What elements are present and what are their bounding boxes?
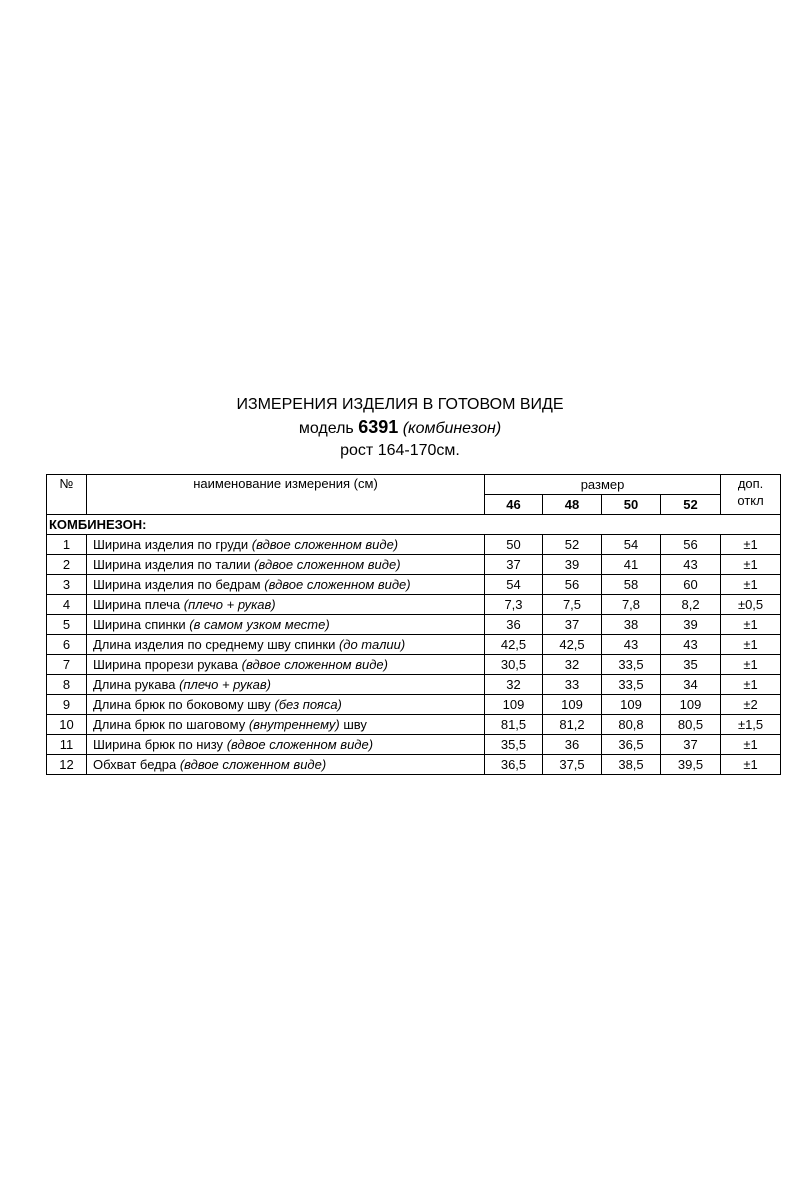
model-line [0,416,800,440]
tolerance-value: ±1 [743,616,758,632]
measurement-name-cell [87,635,485,655]
row-number: 11 [47,735,87,755]
model-number: 6391 [358,417,399,437]
model-type: (комбинезон) [402,420,502,437]
row-number: 10 [47,715,87,735]
size-value-46: 32 [485,675,543,695]
size-value-46: 81,5 [485,715,543,735]
size-value-52: 34 [661,675,721,695]
size-value-50: 38 [602,615,661,635]
row-number: 8 [47,675,87,695]
measurement-name: Длина изделия по среднему шву спинки [93,636,336,652]
measurement-note: (вдвое сложенном виде) [251,536,399,552]
document-header [0,394,800,462]
size-value-50: 36,5 [602,735,661,755]
tolerance-value: ±1 [743,636,758,652]
measurement-note: (вдвое сложенном виде) [254,556,401,572]
size-value-52: 39,5 [661,755,721,775]
size-value-46: 35,5 [485,735,543,755]
tolerance-value: ±1 [743,536,758,552]
tolerance-value: ±1,5 [737,716,764,732]
section-title: КОМБИНЕЗОН: [47,515,781,535]
column-header-number: № [47,475,87,515]
size-value-46: 37 [485,555,543,575]
size-value-48: 37 [543,615,602,635]
tolerance-cell [721,595,781,615]
tolerance-cell [721,735,781,755]
row-number: 12 [47,755,87,775]
column-header-tolerance: доп. откл [721,475,781,515]
size-value-50: 33,5 [602,675,661,695]
row-number: 2 [47,555,87,575]
row-number: 4 [47,595,87,615]
document-title: ИЗМЕРЕНИЯ ИЗДЕЛИЯ В ГОТОВОМ ВИДЕ [236,396,564,413]
table-row [47,735,781,755]
table-row [47,715,781,735]
tolerance-cell [721,755,781,775]
tolerance-value: ±1 [743,556,758,572]
size-value-52: 80,5 [661,715,721,735]
tolerance-cell [721,655,781,675]
measurement-name: Длина брюк по боковому шву [93,696,271,712]
size-header-50: 50 [602,495,661,515]
table-row [47,555,781,575]
row-number: 9 [47,695,87,715]
measurement-name: Ширина спинки [93,616,186,632]
measurements-table [46,474,781,775]
measurement-name-cell [87,575,485,595]
size-value-52: 60 [661,575,721,595]
size-value-48: 81,2 [543,715,602,735]
size-header-46: 46 [485,495,543,515]
size-value-46: 7,3 [485,595,543,615]
size-value-50: 33,5 [602,655,661,675]
size-value-52: 8,2 [661,595,721,615]
tolerance-value: ±1 [743,756,758,772]
tolerance-cell [721,535,781,555]
size-value-48: 56 [543,575,602,595]
size-value-52: 37 [661,735,721,755]
row-number: 5 [47,615,87,635]
table-row [47,655,781,675]
measurement-note: (вдвое сложенном виде) [241,656,388,672]
row-number: 7 [47,655,87,675]
measurement-name: Ширина изделия по талии [93,556,251,572]
size-value-48: 109 [543,695,602,715]
size-value-48: 52 [543,535,602,555]
table-row [47,635,781,655]
measurement-note: (вдвое сложенном виде) [226,736,374,752]
tolerance-value: ±1 [743,676,758,692]
size-value-52: 43 [661,555,721,575]
size-value-50: 7,8 [602,595,661,615]
size-header-48: 48 [543,495,602,515]
measurement-note: (без пояса) [274,696,342,712]
tolerance-cell [721,615,781,635]
measurement-note: (до талии) [338,636,406,652]
measurement-note: (вдвое сложенном виде) [179,756,327,772]
measurement-name: Ширина изделия по груди [93,536,249,552]
size-value-52: 39 [661,615,721,635]
measurement-name: Длина брюк по шаговому [93,716,246,732]
measurement-name-cell [87,755,485,775]
table-row [47,535,781,555]
size-value-50: 43 [602,635,661,655]
measurement-name: Ширина прорези рукава [93,656,238,672]
measurement-note: (в самом узком месте) [189,616,330,632]
tolerance-value: ±1 [743,576,758,592]
size-value-48: 36 [543,735,602,755]
size-value-48: 32 [543,655,602,675]
measurement-name-cell [87,615,485,635]
size-value-48: 33 [543,675,602,695]
size-value-46: 109 [485,695,543,715]
size-value-52: 56 [661,535,721,555]
measurement-note: (плечо + рукав) [179,676,271,692]
size-value-46: 42,5 [485,635,543,655]
measurement-name: Ширина плеча [93,596,181,612]
height-range: рост 164-170см. [340,442,460,459]
measurement-name-cell [87,595,485,615]
measurement-name-cell [87,735,485,755]
tolerance-value: ±1 [743,656,758,672]
table-row [47,595,781,615]
header-row [47,475,781,495]
size-value-48: 42,5 [543,635,602,655]
tolerance-cell [721,675,781,695]
table-row [47,615,781,635]
size-value-50: 38,5 [602,755,661,775]
size-value-48: 39 [543,555,602,575]
size-value-50: 41 [602,555,661,575]
size-header-52: 52 [661,495,721,515]
measurement-name-cell [87,695,485,715]
measurement-name: Ширина брюк по низу [93,736,224,752]
measurement-note: (плечо + рукав) [183,596,276,612]
tolerance-value: ±2 [743,696,758,712]
column-header-name: наименование измерения (см) [87,475,485,515]
measurement-note: (вдвое сложенном виде) [264,576,411,592]
measurement-note: (внутреннему) [248,716,340,732]
section-row [47,515,781,535]
measurement-name: Обхват бедра [93,756,177,772]
size-value-50: 58 [602,575,661,595]
tolerance-cell [721,715,781,735]
table-row [47,755,781,775]
size-value-46: 36 [485,615,543,635]
size-value-48: 37,5 [543,755,602,775]
size-value-46: 36,5 [485,755,543,775]
row-number: 6 [47,635,87,655]
size-value-48: 7,5 [543,595,602,615]
tolerance-cell [721,555,781,575]
measurement-name: Длина рукава [93,676,176,692]
table-row [47,575,781,595]
measurement-name-cell [87,655,485,675]
table-row [47,675,781,695]
measurement-suffix: шву [343,716,367,732]
column-header-size: размер [485,475,721,495]
size-value-46: 54 [485,575,543,595]
size-value-52: 43 [661,635,721,655]
size-value-52: 109 [661,695,721,715]
size-value-50: 54 [602,535,661,555]
measurement-name: Ширина изделия по бедрам [93,576,261,592]
measurement-name-cell [87,715,485,735]
table-row [47,695,781,715]
size-value-46: 30,5 [485,655,543,675]
tolerance-value: ±0,5 [737,596,764,612]
tolerance-cell [721,695,781,715]
size-value-46: 50 [485,535,543,555]
tolerance-cell [721,635,781,655]
measurement-name-cell [87,675,485,695]
tolerance-value: ±1 [743,736,758,752]
row-number: 1 [47,535,87,555]
measurement-name-cell [87,555,485,575]
size-value-50: 109 [602,695,661,715]
size-value-52: 35 [661,655,721,675]
model-prefix: модель [298,420,354,437]
measurement-name-cell [87,535,485,555]
size-value-50: 80,8 [602,715,661,735]
row-number: 3 [47,575,87,595]
tolerance-cell [721,575,781,595]
